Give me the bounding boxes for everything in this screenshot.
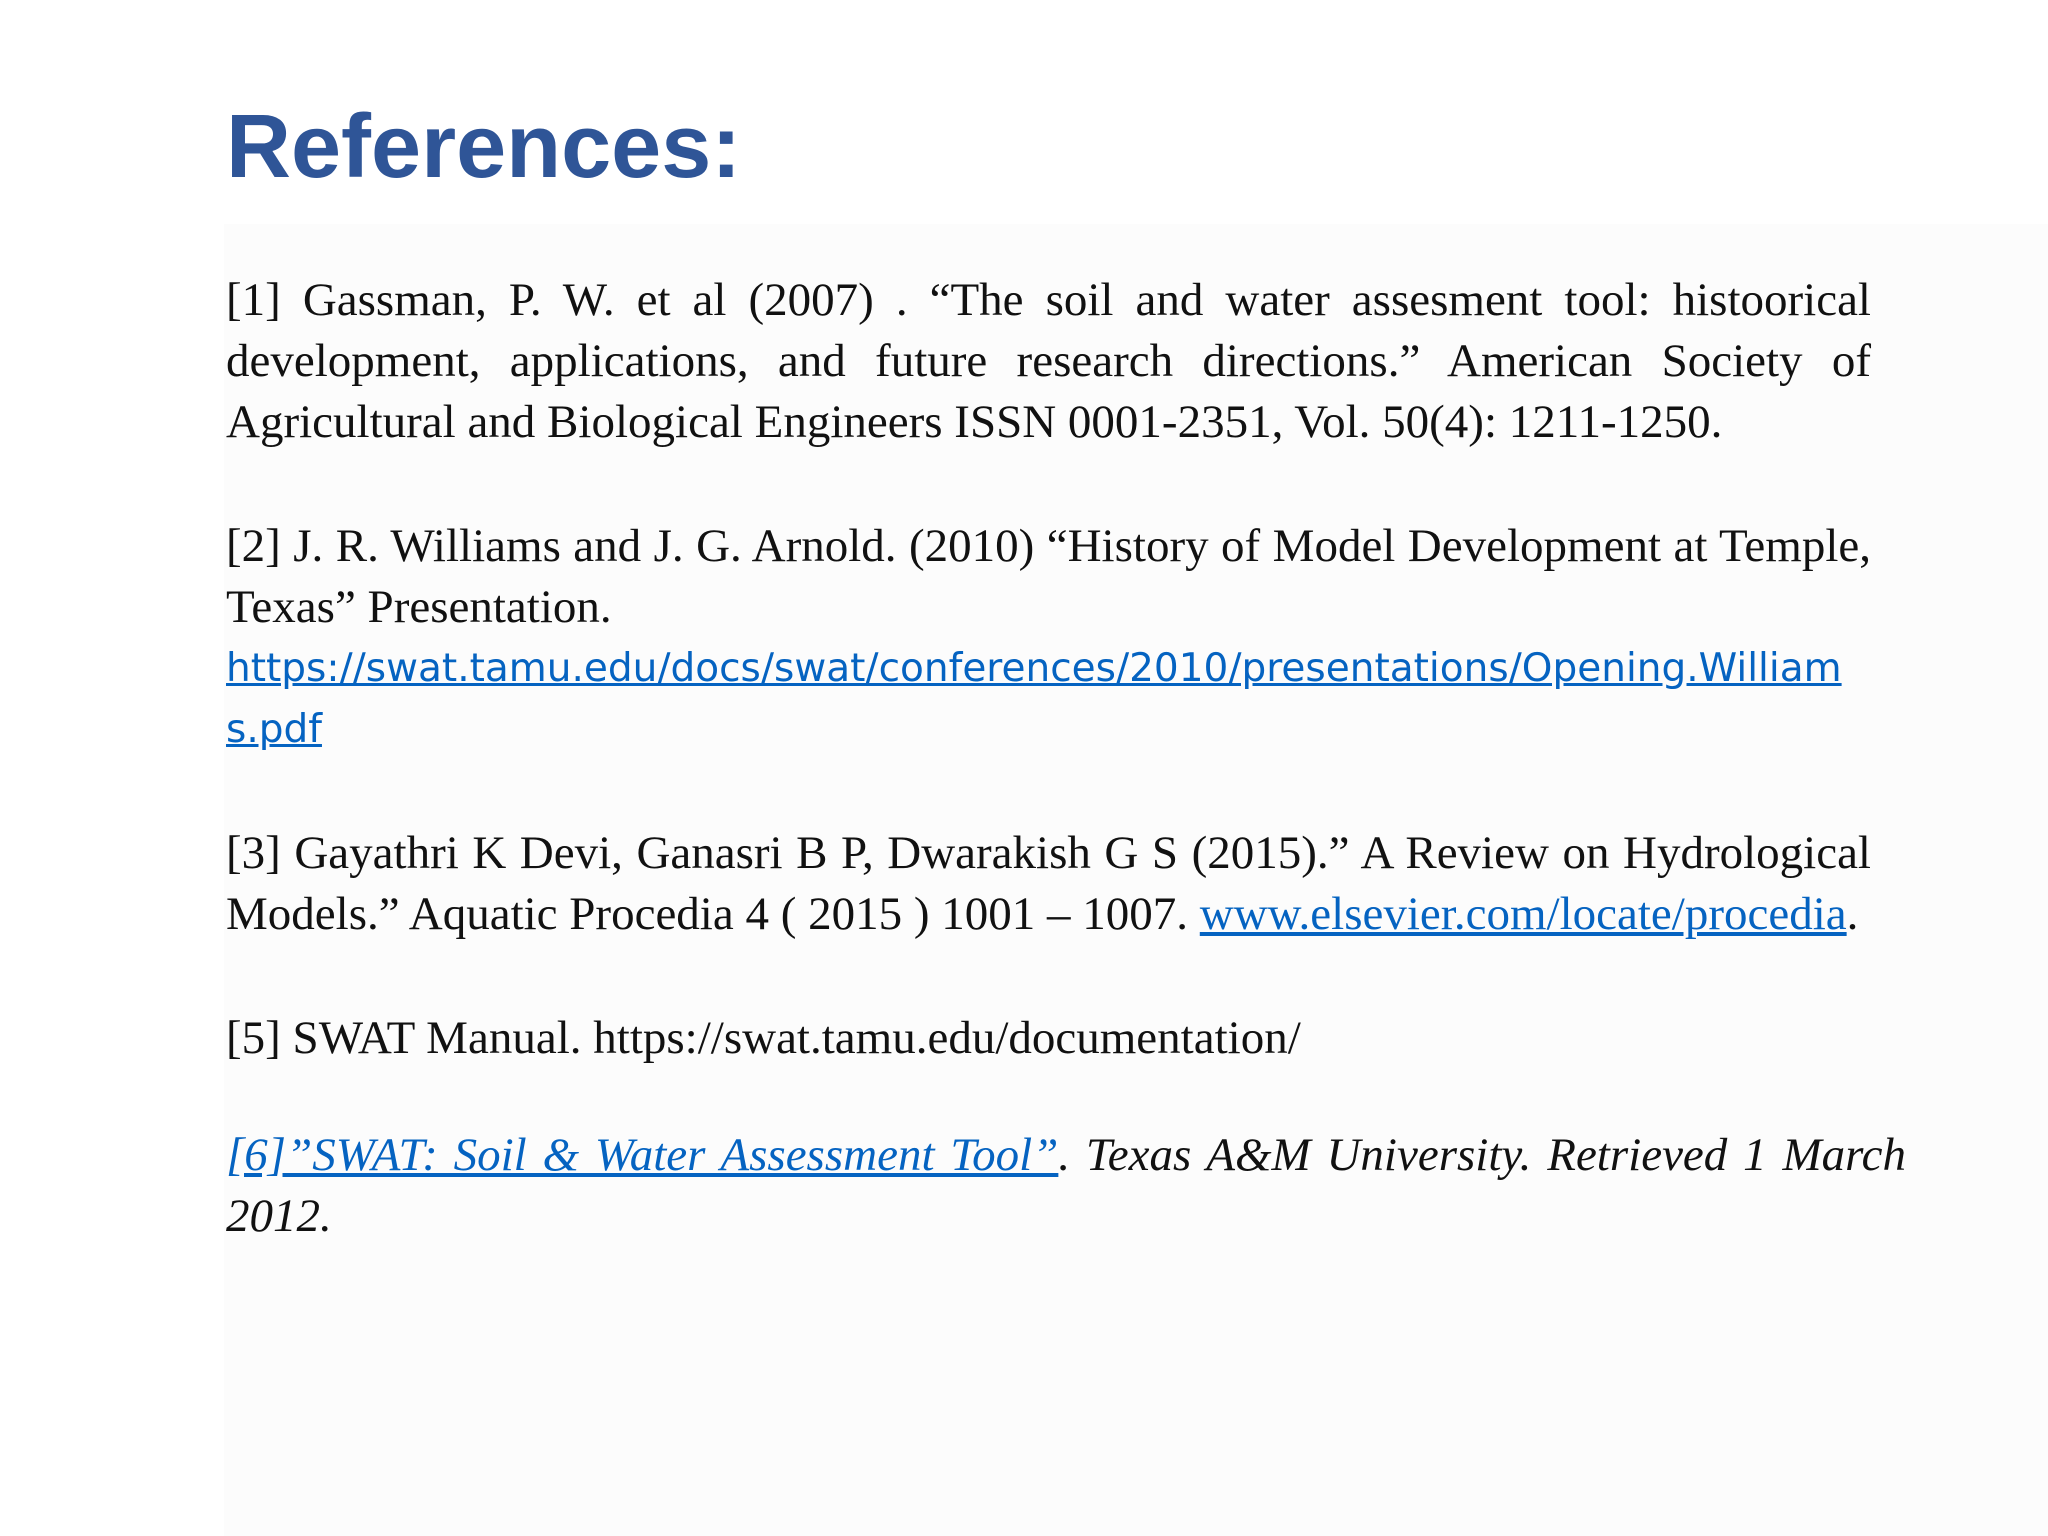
reference-3-text: [3] Gayathri K Devi, Ganasri B P, Dwarakish G S (2015).” A Review on Hydrological Models.” Aquatic Procedia 4 ( 2015 ) 1001 – 1007. <box>226 827 1871 940</box>
reference-2-url-line <box>226 638 1846 760</box>
reference-6 <box>226 1125 1906 1247</box>
reference-1: [1] Gassman, P. W. et al (2007) . “The soil and water assesment tool: histoorical development, applications, and future research directions.” American Society of Agricultural and Biological Engineers ISSN 0001-2351, Vol. 50(4): 1211-1250. <box>226 274 1871 448</box>
reference-3-link[interactable]: www.elsevier.com/locate/procedia <box>1199 888 1847 940</box>
reference-list <box>226 270 1906 1247</box>
page-title: References: <box>226 97 742 197</box>
reference-6-link[interactable]: [6]”SWAT: Soil & Water Assessment Tool” <box>226 1129 1059 1181</box>
reference-3-trailing: . <box>1846 888 1859 940</box>
reference-2 <box>226 516 1871 760</box>
reference-2-link[interactable]: https://swat.tamu.edu/docs/swat/conferences/2010/presentations/Opening.Williams.pdf <box>226 646 1842 752</box>
reference-2-text: [2] J. R. Williams and J. G. Arnold. (2010) “History of Model Development at Temple, Texas” Presentation. <box>226 520 1871 633</box>
reference-6-text: . Texas A&M University. Retrieved 1 March 2012. <box>226 1129 1906 1242</box>
reference-3 <box>226 823 1871 945</box>
reference-5: [5] SWAT Manual. https://swat.tamu.edu/documentation/ <box>226 1012 1301 1064</box>
